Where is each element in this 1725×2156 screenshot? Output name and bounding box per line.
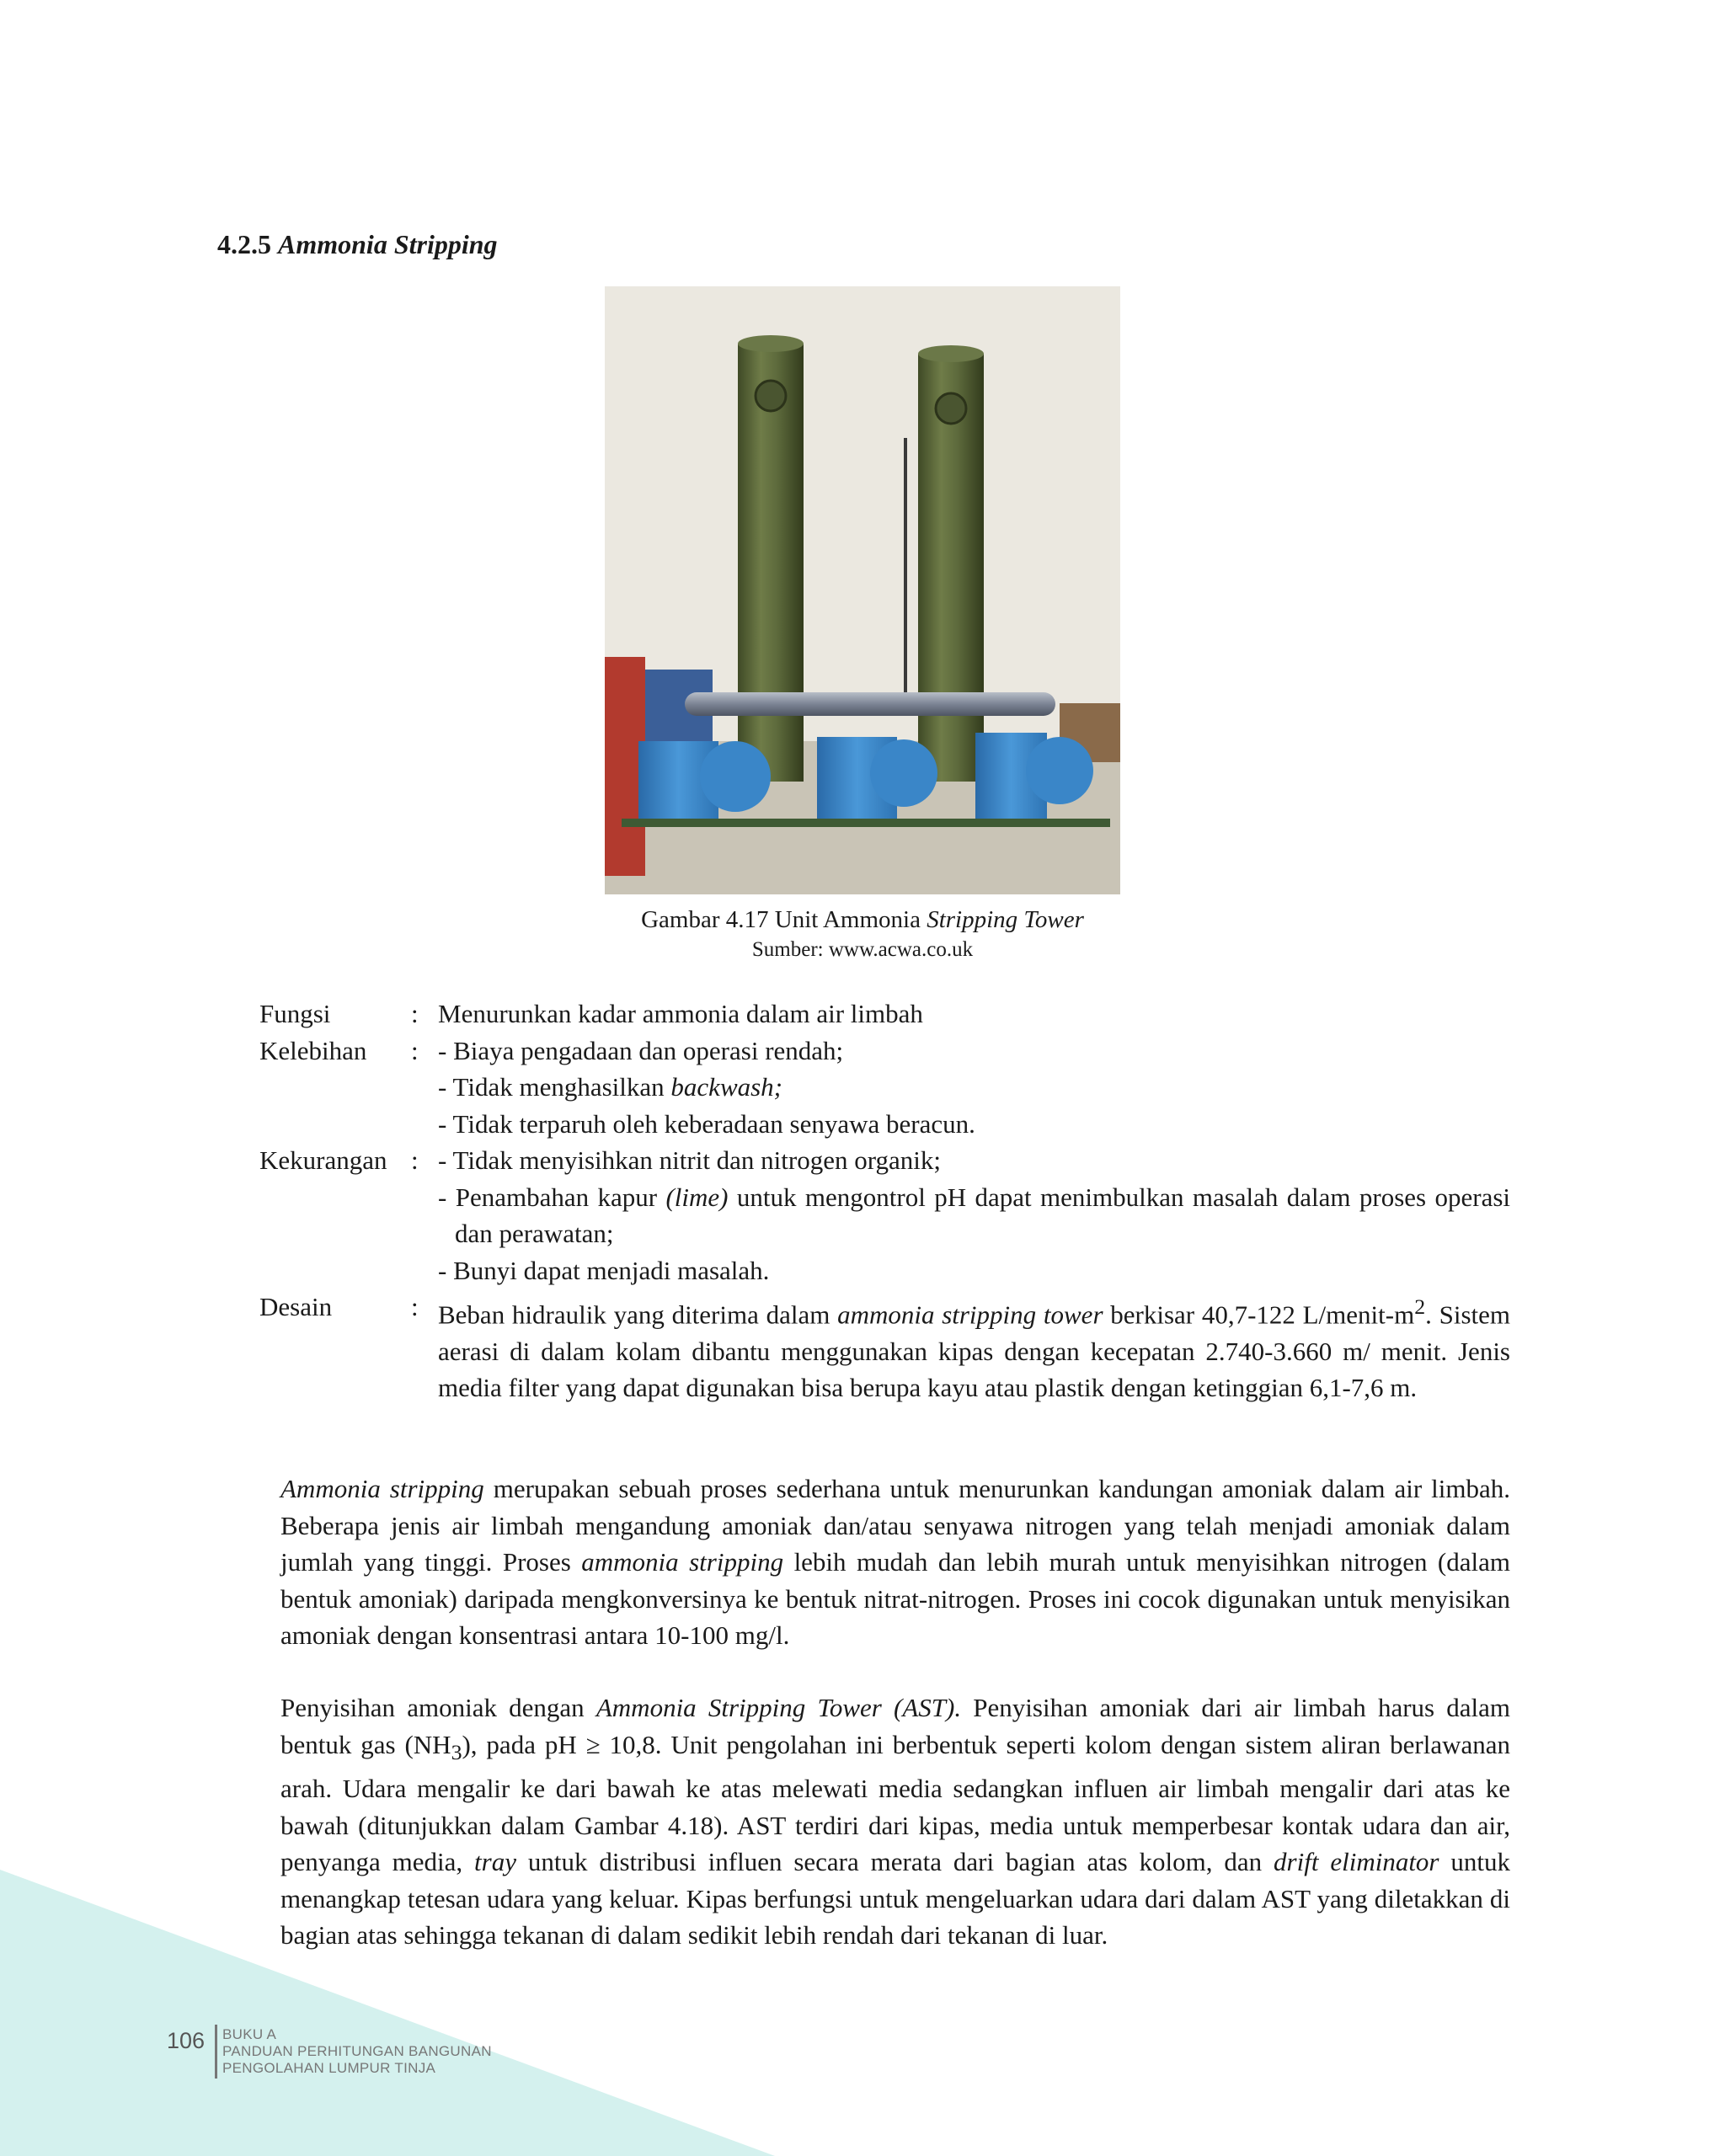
caption-italic: Stripping Tower	[927, 906, 1084, 933]
footer-line: BUKU A	[222, 2026, 277, 2042]
spec-text: berkisar 40,7-122 L/menit-m	[1110, 1299, 1415, 1330]
spec-row-fungsi	[259, 995, 1510, 1033]
spec-colon: :	[411, 1145, 419, 1175]
tower-left-manway	[756, 381, 786, 411]
spec-colon: :	[411, 1292, 419, 1321]
spec-item	[438, 1069, 1510, 1106]
spec-item: - Biaya pengadaan dan operasi rendah;	[438, 1035, 844, 1065]
spec-value: Menurunkan kadar ammonia dalam air limbah	[438, 999, 923, 1028]
skid-base	[622, 819, 1110, 827]
spec-table	[259, 995, 1510, 1406]
italic-term: Ammonia Stripping Tower (AST).	[595, 1693, 962, 1722]
subscript: 3	[451, 1739, 462, 1764]
paragraph-text: ), pada pH ≥ 10,8. Unit pengolahan ini berbentuk seperti kolom dengan sistem aliran berlawanan arah. Udara mengalir ke dari bawah ke atas melewati media sedangkan influen air limbah mengalir dari atas ke bawah (ditunjukkan dalam Gambar 4.18). AST terdiri dari kipas, media untuk memperbesar kontak udara dan air, penyanga media,	[280, 1729, 1510, 1877]
paragraph-text: Penyisihan amoniak dari air limbah harus dalam bentuk gas (NH	[280, 1693, 1511, 1759]
spec-item-italic: (lime)	[665, 1182, 729, 1212]
spec-item-italic: backwash;	[670, 1072, 783, 1102]
figure-source: Sumber: www.acwa.co.uk	[751, 938, 974, 961]
figure-caption	[0, 906, 1725, 934]
spec-label: Fungsi	[259, 999, 331, 1028]
spec-label: Kekurangan	[259, 1145, 387, 1175]
header-pipe	[685, 692, 1055, 716]
spec-value	[438, 1142, 1510, 1289]
spec-value	[438, 1289, 1510, 1406]
spec-colon: :	[411, 1035, 419, 1065]
tower-right-top	[918, 345, 984, 362]
paragraph-text: untuk distribusi influen secara merata dari bagian atas kolom, dan	[527, 1847, 1263, 1877]
section-title: Ammonia Stripping	[278, 229, 498, 259]
body-paragraph-2	[280, 1689, 1510, 1954]
spec-item-text: - Penambahan kapur	[438, 1182, 658, 1212]
spec-value	[438, 1033, 1510, 1143]
fan-blower-2	[870, 739, 937, 807]
tower-left-top	[738, 335, 804, 352]
italic-term: Ammonia stripping	[280, 1474, 484, 1503]
superscript: 2	[1414, 1294, 1426, 1319]
footer-line: PENGOLAHAN LUMPUR TINJA	[222, 2060, 436, 2076]
body-paragraph-1	[280, 1470, 1510, 1654]
spec-italic: ammonia stripping tower	[837, 1299, 1103, 1330]
spec-item-text: - Tidak menghasilkan	[438, 1072, 665, 1102]
page-number: 106	[167, 2028, 206, 2053]
footer-divider	[215, 2025, 217, 2079]
italic-term: drift eliminator	[1274, 1847, 1439, 1877]
spec-text: Beban hidraulik yang diterima dalam	[438, 1299, 830, 1330]
spec-item: - Bunyi dapat menjadi masalah.	[438, 1255, 770, 1285]
fan-blower-3	[1026, 737, 1093, 804]
tower-illustration	[605, 286, 1120, 894]
figure-photo-ammonia-stripping-tower	[605, 286, 1120, 894]
spec-colon: :	[411, 999, 419, 1028]
spec-label: Kelebihan	[259, 1035, 367, 1065]
paragraph-text: merupakan sebuah proses sederhana untuk menurunkan kandungan amoniak dalam air limbah. Beberapa jenis air limbah mengandung amoniak dan/atau senyawa nitrogen yang telah menjadi amoniak dalam jumlah yang tinggi. Proses	[280, 1474, 1510, 1577]
spec-text: . Sistem aerasi di dalam kolam dibantu menggunakan kipas dengan kecepatan 2.740-3.660 m/ menit. Jenis media filter yang dapat digunakan bisa berupa kayu atau plastik dengan ketinggian 6,1-7,6 m.	[438, 1299, 1511, 1403]
ladder-rail	[904, 438, 907, 707]
paragraph-text: untuk menangkap tetesan udara yang keluar. Kipas berfungsi untuk mengeluarkan udara dari dalam AST yang diletakkan di bagian atas sehingga tekanan di dalam sedikit lebih rendah dari tekanan di luar.	[280, 1847, 1511, 1951]
italic-term: tray	[474, 1847, 516, 1877]
fan-blower-1	[700, 741, 771, 812]
section-heading	[217, 229, 498, 260]
caption-prefix: Gambar 4.17 Unit Ammonia	[641, 906, 921, 933]
spec-item: - Tidak terparuh oleh keberadaan senyawa beracun.	[438, 1108, 975, 1139]
spec-row-kekurangan	[259, 1142, 1510, 1289]
section-number: 4.2.5	[217, 229, 271, 259]
paragraph-text: Penyisihan amoniak dengan	[280, 1693, 585, 1722]
spec-item: - Tidak menyisihkan nitrit dan nitrogen organik;	[438, 1145, 941, 1175]
spec-row-kelebihan	[259, 1033, 1510, 1143]
paragraph-text: lebih mudah dan lebih murah untuk menyisihkan nitrogen (dalam bentuk amoniak) daripada mengkonversinya ke bentuk nitrat-nitrogen. Proses ini cocok digunakan untuk menyisikan amoniak dengan konsentrasi antara 10-100 mg/l.	[280, 1547, 1510, 1650]
spec-row-desain	[259, 1289, 1510, 1406]
spec-label: Desain	[259, 1292, 333, 1321]
italic-term: ammonia stripping	[581, 1547, 784, 1577]
footer-line: PANDUAN PERHITUNGAN BANGUNAN	[222, 2043, 492, 2059]
tower-right-manway	[936, 393, 966, 424]
footer-book-title	[222, 2026, 492, 2077]
spec-item	[438, 1179, 1510, 1252]
spec-item-text: untuk mengontrol pH dapat menimbulkan masalah dalam proses operasi dan perawatan;	[455, 1182, 1511, 1248]
